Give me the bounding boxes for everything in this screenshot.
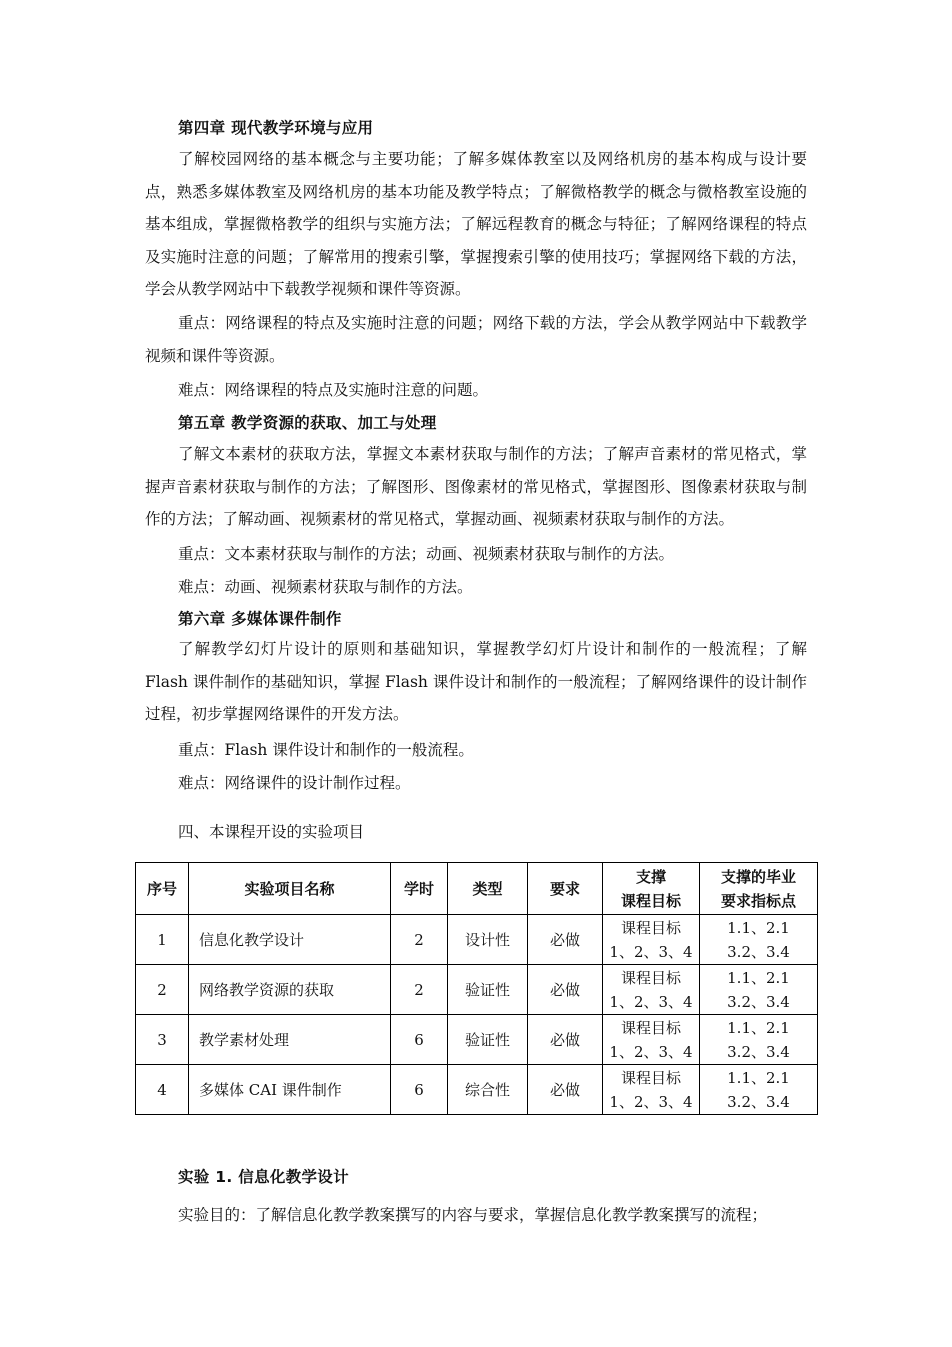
- cell-grad-requirement: [700, 915, 818, 965]
- chapter-6-body: 了解教学幻灯片设计的原则和基础知识，掌握教学幻灯片设计和制作的一般流程；了解Flash 课件制作的基础知识，掌握 Flash 课件设计和制作的一般流程；了解网络课件的设计制作过程，初步掌握网络课件的开发方法。: [145, 640, 807, 724]
- chapter-6-heading: 第六章 多媒体课件制作: [178, 610, 342, 628]
- cell-grad-requirement-line2: 3.2、3.4: [727, 992, 790, 1011]
- cell-course-goal-line1: 课程目标: [620, 968, 681, 987]
- chapter-6-key-points: 重点：Flash 课件设计和制作的一般流程。: [178, 741, 474, 759]
- header-grad-requirement-line2: 要求指标点: [720, 891, 796, 910]
- chapter-5-heading: 第五章 教学资源的获取、加工与处理: [178, 414, 437, 432]
- cell-grad-requirement: [700, 1015, 818, 1065]
- table-row: [136, 1015, 818, 1065]
- header-course-goal-line1: 支撑: [635, 867, 666, 886]
- cell-course-goal-line2: 1、2、3、4: [609, 1092, 693, 1111]
- cell-name: 教学素材处理: [189, 1015, 391, 1065]
- cell-grad-requirement-line1: 1.1、2.1: [727, 918, 790, 937]
- cell-no: 3: [136, 1015, 189, 1065]
- chapter-4-heading: 第四章 现代教学环境与应用: [178, 119, 374, 137]
- header-course-goal-line2: 课程目标: [620, 891, 681, 910]
- cell-name: 信息化教学设计: [189, 915, 391, 965]
- cell-requirement: 必做: [528, 965, 603, 1015]
- cell-hours: 6: [391, 1015, 448, 1065]
- cell-name: 多媒体 CAI 课件制作: [189, 1065, 391, 1115]
- cell-course-goal-line2: 1、2、3、4: [609, 992, 693, 1011]
- header-course-goal: [603, 863, 700, 915]
- cell-course-goal-line1: 课程目标: [620, 1068, 681, 1087]
- header-type: 类型: [448, 863, 528, 915]
- cell-grad-requirement: [700, 965, 818, 1015]
- cell-grad-requirement-line1: 1.1、2.1: [727, 1018, 790, 1037]
- cell-course-goal: [603, 1015, 700, 1065]
- experiment-1-heading: 实验 1. 信息化教学设计: [178, 1168, 349, 1186]
- cell-course-goal-line1: 课程目标: [620, 1018, 681, 1037]
- cell-grad-requirement-line1: 1.1、2.1: [727, 968, 790, 987]
- cell-course-goal: [603, 965, 700, 1015]
- cell-hours: 6: [391, 1065, 448, 1115]
- cell-grad-requirement-line2: 3.2、3.4: [727, 1092, 790, 1111]
- cell-requirement: 必做: [528, 915, 603, 965]
- cell-grad-requirement-line2: 3.2、3.4: [727, 1042, 790, 1061]
- header-grad-requirement-line1: 支撑的毕业: [720, 867, 796, 886]
- cell-type: 设计性: [448, 915, 528, 965]
- cell-course-goal-line2: 1、2、3、4: [609, 1042, 693, 1061]
- cell-no: 1: [136, 915, 189, 965]
- cell-grad-requirement-line1: 1.1、2.1: [727, 1068, 790, 1087]
- header-requirement: 要求: [528, 863, 603, 915]
- header-grad-requirement: [700, 863, 818, 915]
- header-no: 序号: [136, 863, 189, 915]
- cell-requirement: 必做: [528, 1015, 603, 1065]
- table-row: [136, 915, 818, 965]
- chapter-4-key-points: 重点：网络课程的特点及实施时注意的问题；网络下载的方法，学会从教学网站中下载教学视频和课件等资源。: [145, 314, 807, 365]
- cell-type: 验证性: [448, 965, 528, 1015]
- cell-course-goal-line2: 1、2、3、4: [609, 942, 693, 961]
- cell-type: 综合性: [448, 1065, 528, 1115]
- cell-grad-requirement-line2: 3.2、3.4: [727, 942, 790, 961]
- chapter-5-difficulties: 难点：动画、视频素材获取与制作的方法。: [178, 578, 473, 596]
- section-4-title: 四、本课程开设的实验项目: [178, 823, 365, 841]
- header-name: 实验项目名称: [189, 863, 391, 915]
- cell-grad-requirement: [700, 1065, 818, 1115]
- cell-course-goal: [603, 1065, 700, 1115]
- experiment-table: [135, 862, 818, 1115]
- chapter-5-key-points: 重点：文本素材获取与制作的方法；动画、视频素材获取与制作的方法。: [178, 545, 675, 563]
- cell-course-goal: [603, 915, 700, 965]
- table-row: [136, 965, 818, 1015]
- cell-type: 验证性: [448, 1015, 528, 1065]
- chapter-4-difficulties: 难点：网络课程的特点及实施时注意的问题。: [178, 381, 489, 399]
- experiment-1-purpose: 实验目的：了解信息化教学教案撰写的内容与要求，掌握信息化教学教案撰写的流程；: [178, 1206, 768, 1224]
- cell-name: 网络教学资源的获取: [189, 965, 391, 1015]
- chapter-4-body: 了解校园网络的基本概念与主要功能；了解多媒体教室以及网络机房的基本构成与设计要点，熟悉多媒体教室及网络机房的基本功能及教学特点；了解微格教学的概念与微格教室设施的基本组成，掌握微格教学的组织与实施方法；了解远程教育的概念与特征；了解网络课程的特点及实施时注意的问题；了解常用的搜索引擎，掌握搜索引擎的使用技巧；掌握网络下载的方法，学会从教学网站中下载教学视频和课件等资源。: [145, 150, 807, 299]
- cell-hours: 2: [391, 965, 448, 1015]
- table-row: [136, 1065, 818, 1115]
- cell-requirement: 必做: [528, 1065, 603, 1115]
- chapter-6-difficulties: 难点：网络课件的设计制作过程。: [178, 774, 411, 792]
- header-hours: 学时: [391, 863, 448, 915]
- chapter-5-body: 了解文本素材的获取方法，掌握文本素材获取与制作的方法；了解声音素材的常见格式，掌握声音素材获取与制作的方法；了解图形、图像素材的常见格式，掌握图形、图像素材获取与制作的方法；了解动画、视频素材的常见格式，掌握动画、视频素材获取与制作的方法。: [145, 445, 807, 529]
- cell-course-goal-line1: 课程目标: [620, 918, 681, 937]
- table-header-row: [136, 863, 818, 915]
- cell-no: 4: [136, 1065, 189, 1115]
- cell-no: 2: [136, 965, 189, 1015]
- cell-hours: 2: [391, 915, 448, 965]
